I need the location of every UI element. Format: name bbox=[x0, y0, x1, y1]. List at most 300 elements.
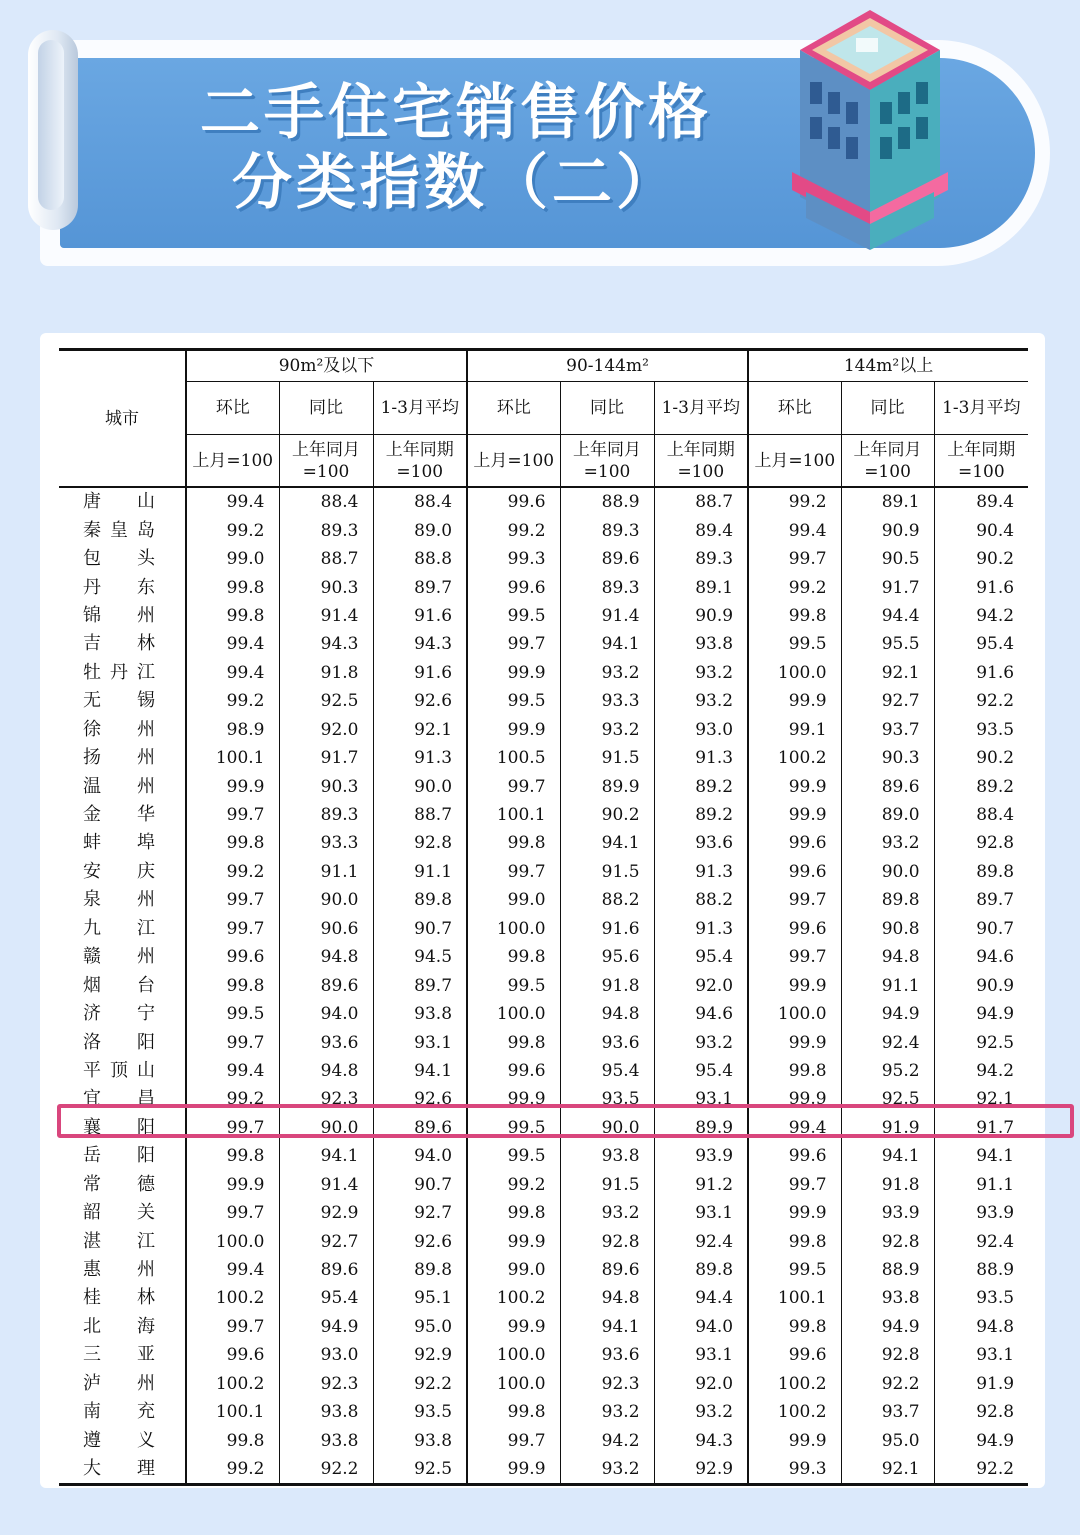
index-value: 95.4 bbox=[279, 1284, 373, 1312]
index-value: 95.2 bbox=[841, 1057, 934, 1085]
index-value: 89.3 bbox=[279, 516, 373, 544]
highlight-row-box bbox=[57, 1104, 1074, 1138]
index-value: 91.7 bbox=[841, 573, 934, 601]
table-row bbox=[59, 487, 1028, 516]
index-value: 89.2 bbox=[654, 801, 748, 829]
index-value: 91.7 bbox=[934, 1114, 1028, 1142]
index-value: 92.8 bbox=[560, 1227, 654, 1255]
index-value: 89.3 bbox=[654, 545, 748, 573]
index-value: 89.9 bbox=[560, 772, 654, 800]
index-value: 93.1 bbox=[654, 1199, 748, 1227]
index-value: 99.6 bbox=[467, 487, 560, 516]
index-value: 92.1 bbox=[373, 716, 467, 744]
index-value: 91.5 bbox=[560, 858, 654, 886]
index-value: 95.4 bbox=[654, 943, 748, 971]
index-value: 94.9 bbox=[841, 1313, 934, 1341]
index-value: 92.0 bbox=[654, 1370, 748, 1398]
index-value: 99.8 bbox=[186, 602, 279, 630]
index-value: 94.4 bbox=[654, 1284, 748, 1312]
index-value: 99.8 bbox=[186, 1142, 279, 1170]
index-value: 94.1 bbox=[279, 1142, 373, 1170]
index-value: 93.6 bbox=[654, 829, 748, 857]
index-value: 94.1 bbox=[560, 829, 654, 857]
table-row bbox=[59, 858, 1028, 886]
index-value: 91.4 bbox=[279, 1171, 373, 1199]
table-row bbox=[59, 1341, 1028, 1369]
table-row bbox=[59, 659, 1028, 687]
index-value: 99.3 bbox=[467, 545, 560, 573]
base-header: 上月=100 bbox=[467, 435, 560, 488]
table-row bbox=[59, 1171, 1028, 1199]
index-value: 94.2 bbox=[934, 602, 1028, 630]
index-value: 90.0 bbox=[279, 886, 373, 914]
index-value: 100.1 bbox=[748, 1284, 841, 1312]
index-value: 94.3 bbox=[279, 630, 373, 658]
index-value: 99.4 bbox=[186, 659, 279, 687]
city-name bbox=[59, 829, 186, 857]
index-value: 93.1 bbox=[373, 1028, 467, 1056]
index-value: 89.1 bbox=[841, 487, 934, 516]
city-name bbox=[59, 1256, 186, 1284]
index-value: 89.1 bbox=[654, 573, 748, 601]
index-value: 91.1 bbox=[373, 858, 467, 886]
index-value: 89.8 bbox=[934, 858, 1028, 886]
index-value: 91.7 bbox=[279, 744, 373, 772]
table-row bbox=[59, 687, 1028, 715]
index-value: 92.9 bbox=[279, 1199, 373, 1227]
index-value: 100.2 bbox=[748, 1370, 841, 1398]
index-value: 94.1 bbox=[934, 1142, 1028, 1170]
index-value: 92.3 bbox=[560, 1370, 654, 1398]
index-value: 89.2 bbox=[654, 772, 748, 800]
col-header: 1-3月平均 bbox=[654, 382, 748, 435]
index-value: 89.6 bbox=[560, 1256, 654, 1284]
index-value: 90.9 bbox=[654, 602, 748, 630]
index-value: 94.8 bbox=[279, 943, 373, 971]
index-value: 99.9 bbox=[467, 1313, 560, 1341]
index-value: 93.8 bbox=[279, 1398, 373, 1426]
index-value: 90.3 bbox=[841, 744, 934, 772]
table-row bbox=[59, 1370, 1028, 1398]
city-name-text: 韶 关 bbox=[83, 1202, 155, 1224]
index-value: 90.7 bbox=[373, 1171, 467, 1199]
price-index-table bbox=[59, 348, 1028, 1486]
index-value: 92.3 bbox=[279, 1370, 373, 1398]
index-value: 99.6 bbox=[186, 1341, 279, 1369]
index-value: 92.4 bbox=[654, 1227, 748, 1255]
index-value: 100.0 bbox=[467, 1000, 560, 1028]
index-value: 92.2 bbox=[373, 1370, 467, 1398]
index-value: 100.1 bbox=[467, 801, 560, 829]
table-row bbox=[59, 1284, 1028, 1312]
index-value: 92.8 bbox=[841, 1227, 934, 1255]
city-header: 城市 bbox=[59, 350, 186, 488]
col-header: 1-3月平均 bbox=[373, 382, 467, 435]
col-header: 1-3月平均 bbox=[934, 382, 1028, 435]
index-value: 93.8 bbox=[373, 1000, 467, 1028]
index-value: 99.7 bbox=[748, 545, 841, 573]
index-value: 94.6 bbox=[934, 943, 1028, 971]
city-name bbox=[59, 487, 186, 516]
index-value: 92.5 bbox=[373, 1455, 467, 1485]
city-name bbox=[59, 1028, 186, 1056]
city-name-text: 包 头 bbox=[83, 548, 155, 570]
index-value: 91.1 bbox=[279, 858, 373, 886]
city-name-text: 北 海 bbox=[83, 1315, 155, 1337]
index-value: 89.8 bbox=[654, 1256, 748, 1284]
city-name bbox=[59, 1341, 186, 1369]
index-value: 88.9 bbox=[560, 487, 654, 516]
table-row bbox=[59, 602, 1028, 630]
index-value: 99.7 bbox=[748, 886, 841, 914]
base-header: 上年同期=100 bbox=[373, 435, 467, 488]
index-value: 93.5 bbox=[934, 716, 1028, 744]
index-table-card bbox=[40, 333, 1045, 1488]
index-value: 92.2 bbox=[934, 1455, 1028, 1485]
city-name-text: 秦 皇 岛 bbox=[83, 519, 155, 541]
index-value: 99.2 bbox=[186, 1455, 279, 1485]
index-value: 88.7 bbox=[373, 801, 467, 829]
index-value: 100.2 bbox=[748, 744, 841, 772]
index-value: 94.0 bbox=[373, 1142, 467, 1170]
city-name-text: 安 庆 bbox=[83, 860, 155, 882]
index-value: 91.3 bbox=[654, 744, 748, 772]
index-value: 100.2 bbox=[467, 1284, 560, 1312]
building-icon bbox=[790, 2, 950, 252]
city-name-text: 丹 东 bbox=[83, 576, 155, 598]
index-value: 99.7 bbox=[467, 772, 560, 800]
index-value: 95.4 bbox=[654, 1057, 748, 1085]
index-value: 92.8 bbox=[841, 1341, 934, 1369]
index-value: 93.2 bbox=[654, 1028, 748, 1056]
index-value: 88.7 bbox=[654, 487, 748, 516]
index-value: 93.9 bbox=[654, 1142, 748, 1170]
index-value: 92.9 bbox=[654, 1455, 748, 1485]
city-name-text: 惠 州 bbox=[83, 1259, 155, 1281]
index-value: 99.7 bbox=[186, 1199, 279, 1227]
index-value: 94.1 bbox=[560, 630, 654, 658]
index-value: 93.7 bbox=[841, 716, 934, 744]
base-header: 上月=100 bbox=[748, 435, 841, 488]
table-row bbox=[59, 772, 1028, 800]
index-value: 89.3 bbox=[560, 573, 654, 601]
index-value: 100.1 bbox=[186, 744, 279, 772]
index-value: 93.1 bbox=[654, 1341, 748, 1369]
index-value: 90.0 bbox=[279, 1114, 373, 1142]
index-value: 99.4 bbox=[748, 516, 841, 544]
index-value: 94.8 bbox=[934, 1313, 1028, 1341]
index-value: 99.8 bbox=[467, 829, 560, 857]
index-value: 93.0 bbox=[279, 1341, 373, 1369]
index-value: 99.0 bbox=[467, 1256, 560, 1284]
index-value: 91.6 bbox=[373, 602, 467, 630]
index-value: 99.2 bbox=[186, 687, 279, 715]
index-value: 92.2 bbox=[279, 1455, 373, 1485]
index-value: 99.4 bbox=[186, 630, 279, 658]
index-value: 90.3 bbox=[279, 573, 373, 601]
index-value: 93.6 bbox=[560, 1028, 654, 1056]
index-value: 89.6 bbox=[373, 1114, 467, 1142]
index-value: 99.7 bbox=[186, 1313, 279, 1341]
index-value: 89.4 bbox=[654, 516, 748, 544]
index-value: 92.6 bbox=[373, 687, 467, 715]
index-value: 99.7 bbox=[748, 1171, 841, 1199]
index-value: 92.8 bbox=[934, 1398, 1028, 1426]
index-value: 99.4 bbox=[748, 1114, 841, 1142]
city-name-text: 济 宁 bbox=[83, 1003, 155, 1025]
index-value: 94.8 bbox=[279, 1057, 373, 1085]
index-value: 91.6 bbox=[560, 915, 654, 943]
index-value: 95.0 bbox=[841, 1426, 934, 1454]
index-value: 91.9 bbox=[934, 1370, 1028, 1398]
city-name-text: 锦 州 bbox=[83, 604, 155, 626]
index-value: 91.1 bbox=[934, 1171, 1028, 1199]
index-value: 99.8 bbox=[748, 1313, 841, 1341]
index-value: 92.5 bbox=[279, 687, 373, 715]
index-value: 99.5 bbox=[467, 1114, 560, 1142]
index-value: 92.1 bbox=[841, 659, 934, 687]
city-name bbox=[59, 744, 186, 772]
index-value: 94.1 bbox=[841, 1142, 934, 1170]
index-value: 99.0 bbox=[467, 886, 560, 914]
index-value: 92.7 bbox=[373, 1199, 467, 1227]
index-value: 99.9 bbox=[748, 687, 841, 715]
index-value: 99.9 bbox=[467, 1085, 560, 1113]
city-name bbox=[59, 1398, 186, 1426]
index-value: 99.4 bbox=[186, 1256, 279, 1284]
city-name bbox=[59, 516, 186, 544]
index-value: 99.2 bbox=[186, 858, 279, 886]
index-value: 90.0 bbox=[373, 772, 467, 800]
index-value: 93.8 bbox=[373, 1426, 467, 1454]
index-value: 93.8 bbox=[841, 1284, 934, 1312]
index-value: 99.7 bbox=[467, 630, 560, 658]
index-value: 100.2 bbox=[186, 1284, 279, 1312]
index-value: 99.7 bbox=[186, 801, 279, 829]
index-value: 93.1 bbox=[934, 1341, 1028, 1369]
city-name-text: 平 顶 山 bbox=[83, 1059, 155, 1081]
base-header: 上年同月=100 bbox=[279, 435, 373, 488]
index-value: 92.8 bbox=[373, 829, 467, 857]
index-value: 100.5 bbox=[467, 744, 560, 772]
index-value: 88.9 bbox=[934, 1256, 1028, 1284]
index-value: 94.5 bbox=[373, 943, 467, 971]
city-name bbox=[59, 1370, 186, 1398]
index-value: 92.0 bbox=[654, 971, 748, 999]
index-value: 89.7 bbox=[373, 573, 467, 601]
index-value: 99.8 bbox=[748, 1227, 841, 1255]
index-value: 93.6 bbox=[560, 1341, 654, 1369]
city-name-text: 扬 州 bbox=[83, 747, 155, 769]
index-value: 99.5 bbox=[467, 1142, 560, 1170]
index-value: 99.7 bbox=[186, 1114, 279, 1142]
index-value: 99.5 bbox=[467, 687, 560, 715]
index-value: 94.9 bbox=[279, 1313, 373, 1341]
index-value: 92.5 bbox=[841, 1085, 934, 1113]
index-value: 93.2 bbox=[560, 716, 654, 744]
index-value: 100.0 bbox=[186, 1227, 279, 1255]
table-row bbox=[59, 1398, 1028, 1426]
index-value: 90.7 bbox=[934, 915, 1028, 943]
index-value: 99.7 bbox=[186, 1028, 279, 1056]
index-value: 99.7 bbox=[186, 886, 279, 914]
city-name bbox=[59, 943, 186, 971]
index-value: 89.0 bbox=[841, 801, 934, 829]
table-row bbox=[59, 516, 1028, 544]
index-value: 88.8 bbox=[373, 545, 467, 573]
index-value: 99.3 bbox=[748, 1455, 841, 1485]
index-value: 91.5 bbox=[560, 744, 654, 772]
group-header-large: 144m²以上 bbox=[748, 350, 1028, 382]
table-row bbox=[59, 716, 1028, 744]
index-value: 93.7 bbox=[841, 1398, 934, 1426]
index-value: 90.0 bbox=[841, 858, 934, 886]
index-value: 99.5 bbox=[467, 971, 560, 999]
index-value: 93.2 bbox=[654, 687, 748, 715]
table-row bbox=[59, 886, 1028, 914]
index-value: 89.4 bbox=[934, 487, 1028, 516]
index-value: 90.2 bbox=[560, 801, 654, 829]
city-name-text: 宜 昌 bbox=[83, 1088, 155, 1110]
city-name bbox=[59, 1000, 186, 1028]
index-value: 89.6 bbox=[560, 545, 654, 573]
city-name-text: 洛 阳 bbox=[83, 1031, 155, 1053]
index-value: 99.6 bbox=[748, 829, 841, 857]
index-value: 99.7 bbox=[467, 1426, 560, 1454]
city-name bbox=[59, 772, 186, 800]
index-value: 93.5 bbox=[934, 1284, 1028, 1312]
index-value: 99.4 bbox=[186, 487, 279, 516]
index-value: 89.7 bbox=[373, 971, 467, 999]
index-value: 99.8 bbox=[467, 943, 560, 971]
table-body bbox=[59, 487, 1028, 1485]
index-value: 94.0 bbox=[279, 1000, 373, 1028]
table-row bbox=[59, 943, 1028, 971]
table-row bbox=[59, 1028, 1028, 1056]
index-value: 100.0 bbox=[467, 1341, 560, 1369]
index-value: 92.4 bbox=[841, 1028, 934, 1056]
index-value: 90.2 bbox=[934, 545, 1028, 573]
table-row bbox=[59, 1455, 1028, 1485]
index-value: 99.5 bbox=[467, 602, 560, 630]
table-row bbox=[59, 1057, 1028, 1085]
index-value: 89.8 bbox=[373, 886, 467, 914]
city-name bbox=[59, 1199, 186, 1227]
index-value: 93.5 bbox=[373, 1398, 467, 1426]
table-row bbox=[59, 1142, 1028, 1170]
index-value: 95.1 bbox=[373, 1284, 467, 1312]
city-name bbox=[59, 886, 186, 914]
index-value: 89.3 bbox=[560, 516, 654, 544]
index-value: 94.9 bbox=[841, 1000, 934, 1028]
index-value: 88.4 bbox=[279, 487, 373, 516]
index-value: 99.8 bbox=[748, 602, 841, 630]
index-value: 99.2 bbox=[186, 1085, 279, 1113]
index-value: 99.6 bbox=[186, 943, 279, 971]
index-value: 99.8 bbox=[748, 1057, 841, 1085]
table-row bbox=[59, 545, 1028, 573]
table-row bbox=[59, 1256, 1028, 1284]
index-value: 99.4 bbox=[186, 1057, 279, 1085]
table-row bbox=[59, 971, 1028, 999]
index-value: 88.2 bbox=[560, 886, 654, 914]
index-value: 92.8 bbox=[934, 829, 1028, 857]
index-value: 99.7 bbox=[748, 943, 841, 971]
index-value: 89.8 bbox=[841, 886, 934, 914]
index-value: 93.8 bbox=[560, 1142, 654, 1170]
index-value: 89.3 bbox=[279, 801, 373, 829]
index-value: 100.0 bbox=[748, 659, 841, 687]
index-value: 99.9 bbox=[467, 1227, 560, 1255]
index-value: 99.8 bbox=[467, 1199, 560, 1227]
index-value: 91.8 bbox=[560, 971, 654, 999]
index-value: 100.2 bbox=[186, 1370, 279, 1398]
index-value: 92.1 bbox=[841, 1455, 934, 1485]
table-row bbox=[59, 1426, 1028, 1454]
index-value: 91.8 bbox=[279, 659, 373, 687]
index-value: 94.3 bbox=[654, 1426, 748, 1454]
table-row bbox=[59, 801, 1028, 829]
index-value: 99.6 bbox=[748, 1341, 841, 1369]
index-value: 99.8 bbox=[186, 573, 279, 601]
city-name bbox=[59, 716, 186, 744]
index-value: 93.3 bbox=[560, 687, 654, 715]
city-name-text: 遵 义 bbox=[83, 1429, 155, 1451]
index-value: 93.0 bbox=[654, 716, 748, 744]
index-value: 93.6 bbox=[279, 1028, 373, 1056]
city-name-text: 湛 江 bbox=[83, 1230, 155, 1252]
index-value: 95.4 bbox=[934, 630, 1028, 658]
city-name-text: 赣 州 bbox=[83, 946, 155, 968]
index-value: 99.9 bbox=[748, 1028, 841, 1056]
table-row bbox=[59, 1313, 1028, 1341]
index-value: 91.6 bbox=[934, 659, 1028, 687]
city-name-text: 襄 阳 bbox=[83, 1116, 155, 1138]
index-value: 94.3 bbox=[373, 630, 467, 658]
index-value: 93.2 bbox=[654, 659, 748, 687]
col-header: 环比 bbox=[186, 382, 279, 435]
table-row bbox=[59, 630, 1028, 658]
index-value: 94.1 bbox=[560, 1313, 654, 1341]
index-value: 95.6 bbox=[560, 943, 654, 971]
city-name-text: 三 亚 bbox=[83, 1344, 155, 1366]
index-value: 91.4 bbox=[560, 602, 654, 630]
index-value: 92.0 bbox=[279, 716, 373, 744]
index-value: 99.8 bbox=[186, 829, 279, 857]
index-value: 99.7 bbox=[467, 858, 560, 886]
index-value: 98.9 bbox=[186, 716, 279, 744]
index-value: 89.8 bbox=[373, 1256, 467, 1284]
index-value: 100.1 bbox=[186, 1398, 279, 1426]
base-header: 上月=100 bbox=[186, 435, 279, 488]
index-value: 94.0 bbox=[654, 1313, 748, 1341]
index-value: 100.0 bbox=[467, 1370, 560, 1398]
col-header: 同比 bbox=[279, 382, 373, 435]
index-value: 99.9 bbox=[748, 971, 841, 999]
index-value: 90.6 bbox=[279, 915, 373, 943]
scroll-roll-inner-decoration bbox=[38, 40, 64, 210]
index-value: 94.1 bbox=[373, 1057, 467, 1085]
index-value: 89.6 bbox=[841, 772, 934, 800]
index-value: 93.8 bbox=[654, 630, 748, 658]
index-value: 99.5 bbox=[748, 1256, 841, 1284]
city-name bbox=[59, 858, 186, 886]
index-value: 91.3 bbox=[373, 744, 467, 772]
city-name-text: 无 锡 bbox=[83, 690, 155, 712]
city-name-text: 大 理 bbox=[83, 1458, 155, 1480]
index-value: 93.2 bbox=[560, 659, 654, 687]
index-value: 90.0 bbox=[560, 1114, 654, 1142]
